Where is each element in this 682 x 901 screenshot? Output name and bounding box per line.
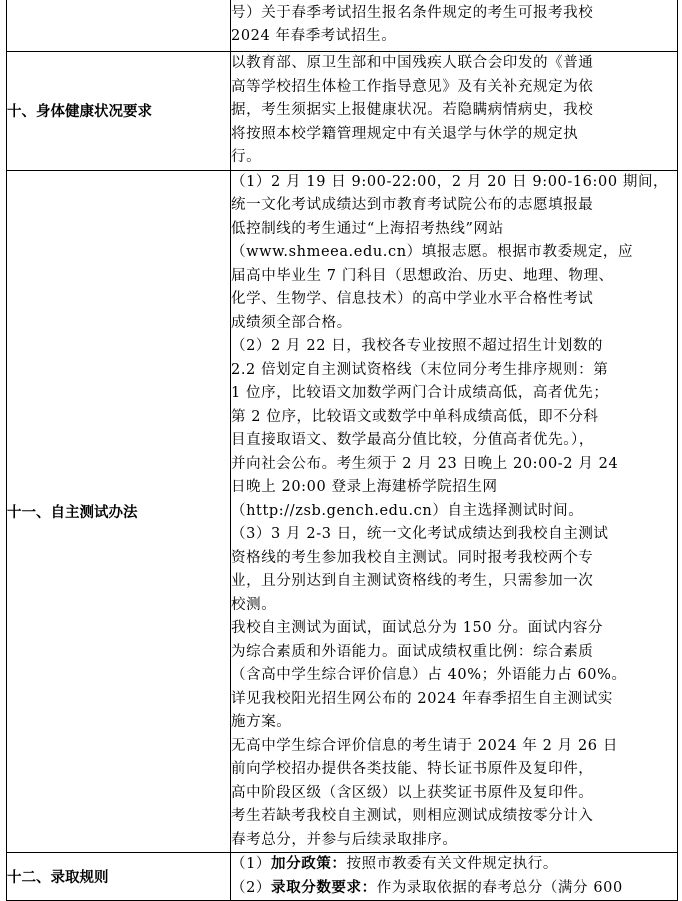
text-line: 化学、生物学、信息技术）的高中学业水平合格性考试 <box>231 291 594 307</box>
text-line: 并向社会公布。考生须于 2 月 23 日晚上 20:00-2 月 24 <box>231 455 619 472</box>
row-label: 十二、录取规则 <box>7 853 231 901</box>
rule-text: 按照市教委有关文件规定执行。 <box>346 856 558 872</box>
row-content <box>231 170 678 853</box>
text-line: （3）3 月 2-3 日，统一文化考试成绩达到我校自主测试 <box>231 526 609 542</box>
row-content <box>231 853 678 901</box>
text-line: 成绩须全部合格。 <box>231 314 352 331</box>
text-line: 我校自主测试为面试，面试总分为 150 分。面试内容分 <box>231 620 604 636</box>
text-line: 无高中学生综合评价信息的考生请于 2024 年 2 月 26 日 <box>231 737 618 754</box>
text-line: 详见我校阳光招生网公布的 2024 年春季招生自主测试实 <box>231 690 613 707</box>
text-line: （http://zsb.gench.edu.cn）自主选择测试时间。 <box>231 502 584 519</box>
text-line: 为综合素质和外语能力。面试成绩权重比例：综合素质 <box>231 643 594 660</box>
row-label: 十、身体健康状况要求 <box>7 52 231 171</box>
row-content <box>231 0 678 52</box>
text-line: 施方案。 <box>231 714 292 730</box>
text-line: 届高中毕业生 7 门科目（思想政治、历史、地理、物理、 <box>231 267 614 284</box>
admission-rules-table <box>6 0 678 901</box>
text-line: 1 位序，比较语文加数学两门合计成绩高低，高者优先； <box>231 385 609 401</box>
text-line: 校测。 <box>231 596 277 613</box>
row-content <box>231 52 678 171</box>
text-line: （www.shmeea.edu.cn）填报志愿。根据市教委规定，应 <box>231 244 634 260</box>
text-line: 低控制线的考生通过“上海招考热线”网站 <box>231 220 504 237</box>
text-line: （1）2 月 19 日 9:00-22:00，2 月 20 日 9:00-16:00 期间， <box>231 173 669 190</box>
row-label <box>7 0 231 52</box>
text-line: 以教育部、原卫生部和中国残疾人联合会印发的《普通 <box>231 55 594 71</box>
table-row <box>7 52 678 171</box>
text-line: 春考总分，并参与后续录取排序。 <box>231 831 458 848</box>
text-line: 资格线的考生参加我校自主测试。同时报考我校两个专 <box>231 549 594 566</box>
rule-item <box>231 877 677 901</box>
rule-heading: 录取分数要求： <box>271 879 377 896</box>
text-line: 将按照本校学籍管理规定中有关退学与休学的规定执 <box>231 125 579 142</box>
text-line: 高等学校招生体检工作指导意见》及有关补充规定为依 <box>231 78 594 95</box>
text-line: （含高中学生综合评价信息）占 40%；外语能力占 60%。 <box>231 667 627 683</box>
text-line: 前向学校招办提供各类技能、特长证书原件及复印件， <box>231 761 594 777</box>
rule-item <box>231 853 677 877</box>
text-line: 2024 年春季考试招生。 <box>231 28 397 44</box>
text-line: 考生若缺考我校自主测试，则相应测试成绩按零分计入 <box>231 808 594 824</box>
text-line: 号）关于春季考试招生报名条件规定的考生可报考我校 <box>231 4 594 21</box>
text-line: 业，且分别达到自主测试资格线的考生，只需参加一次 <box>231 573 594 589</box>
rule-prefix: （1） <box>231 856 272 872</box>
rule-prefix: （2） <box>231 879 272 896</box>
text-line: 统一文化考试成绩达到市教育考试院公布的志愿填报最 <box>231 197 594 213</box>
rule-text: 作为录取依据的春考总分（满分 600 <box>376 879 623 896</box>
text-line: 据，考生须据实上报健康状况。若隐瞒病情病史，我校 <box>231 102 594 118</box>
row-label: 十一、自主测试办法 <box>7 170 231 853</box>
text-line: 高中阶段区级（含区级）以上获奖证书原件及复印件。 <box>231 784 594 801</box>
table-row <box>7 0 678 52</box>
text-line: （2）2 月 22 日，我校各专业按照不超过招生计划数的 <box>231 338 604 354</box>
text-line: 目直接取语文、数学最高分值比较，分值高者优先。）， <box>231 432 594 448</box>
table-row <box>7 170 678 853</box>
text-line: 行。 <box>231 149 262 165</box>
text-line: 第 2 位序，比较语文或数学中单科成绩高低，即不分科 <box>231 408 599 425</box>
text-line: 2.2 倍划定自主测试资格线（末位同分考生排序规则：第 <box>231 361 609 378</box>
text-line: 日晚上 20:00 登录上海建桥学院招生网 <box>231 479 498 495</box>
rule-heading: 加分政策： <box>271 856 347 872</box>
table-row <box>7 853 678 901</box>
